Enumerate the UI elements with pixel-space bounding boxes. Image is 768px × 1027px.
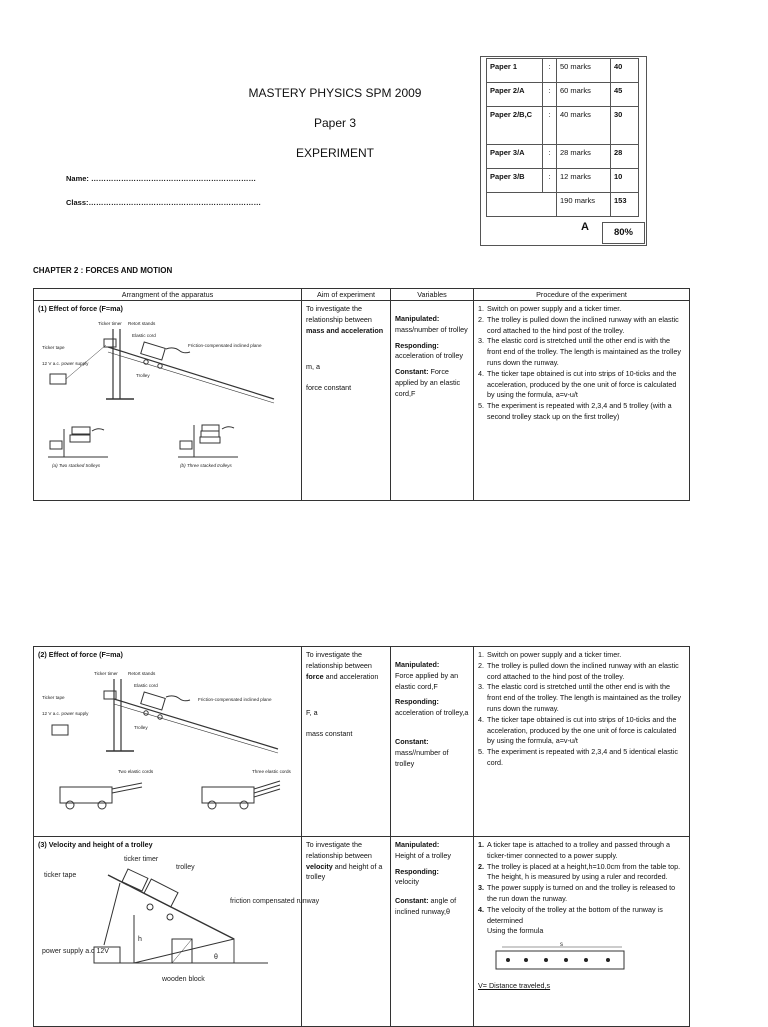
- label-height: h: [138, 935, 142, 943]
- aim-text: To investigate the relationship between: [306, 650, 372, 670]
- aim-cell: [302, 647, 391, 837]
- marks-score: 45: [611, 83, 639, 107]
- label-elastic-cord: Elastic cord: [134, 682, 158, 688]
- document-title: MASTERY PHYSICS SPM 2009: [248, 86, 422, 100]
- experiment-table-2: [33, 646, 690, 1027]
- procedure-step: 4. The ticker tape obtained is cut into strips of 10-ticks and the acceleration, produced by the one unit of force is calculated by using the formula, a=v-u/t: [478, 368, 677, 400]
- responding-value: acceleration of trolley,a: [395, 708, 469, 718]
- responding-label: Responding:: [395, 697, 439, 707]
- header-apparatus: Arrangment of the apparatus: [34, 289, 302, 301]
- aim-text: To investigate the relationship between: [306, 840, 372, 860]
- marks-sep: :: [543, 145, 557, 169]
- experiment-title: (1) Effect of force (F=ma): [38, 304, 123, 313]
- paper-title: Paper 3: [313, 116, 357, 130]
- header-procedure: Procedure of the experiment: [474, 289, 690, 301]
- aim-cell: [302, 301, 391, 501]
- procedure-step: 4. The velocity of the trolley at the bottom of the runway is determined: [478, 904, 663, 925]
- marks-blank: [543, 193, 557, 217]
- marks-table: [486, 58, 639, 217]
- aim-post: and height of a trolley: [306, 861, 383, 882]
- label-two-cords: Two elastic cords: [118, 768, 154, 774]
- marks-paper: Paper 3/A: [487, 145, 543, 169]
- aim-post: and acceleration: [323, 671, 379, 681]
- grade: A: [581, 221, 589, 233]
- constant-label: Constant:: [395, 367, 429, 377]
- table-row: [34, 647, 690, 837]
- marks-paper: Paper 3/B: [487, 169, 543, 193]
- apparatus-diagram-1: [38, 319, 296, 489]
- procedure-step: 3. The power supply is turned on and the trolley is released to the run down the runway.: [478, 883, 676, 903]
- marks-row: [487, 145, 639, 169]
- constant-label: Constant:: [395, 736, 429, 746]
- label-trolley: trolley: [176, 863, 195, 871]
- label-ticker-tape: Ticker tape: [42, 344, 65, 350]
- procedure-list: [478, 650, 685, 769]
- responding-value: acceleration of trolley: [395, 351, 463, 361]
- procedure-cell: [474, 647, 690, 837]
- constant-value: angle of inclined runway,θ: [395, 896, 457, 916]
- marks-score: 30: [611, 107, 639, 145]
- label-distance-s: s: [560, 942, 563, 949]
- aim-symbols: F, a: [306, 708, 318, 718]
- procedure-cell: [474, 301, 690, 501]
- label-ticker-tape: Ticker tape: [42, 694, 65, 700]
- aim-bold: force: [306, 671, 324, 681]
- apparatus-cell: [34, 837, 320, 1027]
- label-power-supply: 12 V a.c. power supply: [42, 710, 89, 716]
- manipulated-value: mass/number of trolley: [395, 324, 468, 334]
- marks-sep: :: [543, 169, 557, 193]
- responding-label: Responding:: [395, 866, 439, 876]
- percentage-box: 80%: [602, 222, 645, 244]
- table-row: [34, 301, 690, 501]
- label-two-stacked: (a) Two stacked trolleys: [52, 462, 101, 468]
- marks-max: 12 marks: [557, 169, 611, 193]
- label-theta: θ: [214, 953, 218, 961]
- procedure-step: 2. The trolley is pulled down the inclined runway with an elastic cord attached to the hind post of the trolley.: [478, 660, 679, 681]
- ticker-tape-diagram: [492, 941, 632, 975]
- aim-text: To investigate the relationship between: [306, 304, 372, 324]
- marks-max: 28 marks: [557, 145, 611, 169]
- manipulated-label: Manipulated:: [395, 660, 440, 669]
- procedure-step: 3. The elastic cord is stretched until the other end is with the front end of the trolley. The length is maintained as the trolley runs down the runway.: [478, 336, 681, 367]
- procedure-step: 2. The trolley is pulled down the inclined runway with an elastic cord attached to the hind post of the trolley.: [478, 314, 679, 335]
- marks-score: 28: [611, 145, 639, 169]
- manipulated-label: Manipulated:: [395, 840, 440, 849]
- aim-bold: velocity: [306, 861, 333, 871]
- marks-paper: Paper 2/A: [487, 83, 543, 107]
- marks-row: [487, 83, 639, 107]
- header-aim: Aim of experiment: [302, 289, 391, 301]
- marks-max: 50 marks: [557, 59, 611, 83]
- procedure-step: 4. The ticker tape obtained is cut into strips of 10-ticks and the acceleration, produced by the one unit of force is calculated by using the formula, a=v-u/t: [478, 714, 677, 746]
- label-friction-plane: Friction-compensated inclined plane: [198, 696, 272, 702]
- manipulated-value: Force applied by an elastic cord,F: [395, 670, 459, 691]
- marks-sep: :: [543, 83, 557, 107]
- aim-bold: mass and acceleration: [306, 325, 384, 335]
- table-row: [34, 837, 690, 1027]
- aim-symbols: m, a: [306, 362, 320, 372]
- table-header-row: [34, 289, 690, 301]
- class-field: Class:……………………………………………………………: [66, 198, 262, 207]
- marks-row: [487, 59, 639, 83]
- marks-score: 10: [611, 169, 639, 193]
- marks-paper: Paper 1: [487, 59, 543, 83]
- marks-max: 60 marks: [557, 83, 611, 107]
- label-retort-stands: Retort stands: [128, 320, 156, 326]
- responding-label: Responding:: [395, 340, 439, 350]
- manipulated-value: Height of a trolley: [395, 850, 451, 860]
- marks-score: 40: [611, 59, 639, 83]
- chapter-heading: CHAPTER 2 : FORCES AND MOTION: [33, 266, 173, 275]
- marks-row: [487, 107, 639, 145]
- label-friction-plane: Friction-compensated inclined plane: [188, 342, 262, 348]
- marks-total: 190 marks: [557, 193, 611, 217]
- label-wooden-block: wooden block: [162, 975, 205, 983]
- apparatus-cell: [34, 647, 302, 837]
- constant-label: Constant:: [395, 896, 429, 906]
- manipulated-label: Manipulated:: [395, 314, 440, 323]
- formula-velocity: V= Distance traveled,s: [478, 981, 551, 991]
- constant-value: Force applied by an elastic cord,F: [395, 367, 461, 398]
- formula-text: [478, 981, 685, 992]
- marks-total-row: [487, 193, 639, 217]
- apparatus-diagram-2: [38, 665, 296, 825]
- label-trolley: Trolley: [134, 724, 148, 730]
- variables-cell: [391, 837, 474, 1027]
- procedure-step: 1. Switch on power supply and a ticker timer.: [478, 304, 622, 313]
- section-title: EXPERIMENT: [295, 146, 374, 160]
- procedure-step: 5. The experiment is repeated with 2,3,4 and 5 trolley (with a second trolley stack up on the first trolley): [478, 401, 672, 421]
- procedure-step: 3. The elastic cord is stretched until the other end is with the front end of the trolley. The length is maintained as the trolley runs down the runway.: [478, 682, 681, 713]
- marks-sep: :: [543, 59, 557, 83]
- experiment-table-1: [33, 288, 690, 501]
- label-ticker-timer: ticker timer: [124, 855, 159, 863]
- label-retort-stands: Retort stands: [128, 670, 156, 676]
- responding-value: velocity: [395, 877, 419, 887]
- experiment-title: (2) Effect of force (F=ma): [38, 650, 123, 659]
- apparatus-cell: [34, 301, 302, 501]
- name-field: Name: …………………………………………………………: [66, 174, 257, 183]
- procedure-cell: [474, 837, 690, 1027]
- label-trolley: Trolley: [136, 372, 150, 378]
- marks-max: 40 marks: [557, 107, 611, 145]
- marks-blank: [487, 193, 543, 217]
- marks-sep: :: [543, 107, 557, 145]
- procedure-step: 5. The experiment is repeated with 2,3,4 and 5 identical elastic cord.: [478, 747, 678, 767]
- label-elastic-cord: Elastic cord: [132, 332, 156, 338]
- label-ticker-timer: Ticker timer: [94, 670, 118, 676]
- label-three-cords: Three elastic cords: [252, 768, 291, 774]
- header-variables: Variables: [391, 289, 474, 301]
- aim-constant: mass constant: [306, 729, 353, 739]
- label-power-supply: power supply a.c 12V: [42, 947, 109, 955]
- aim-constant: force constant: [306, 383, 352, 393]
- variables-cell: [391, 647, 474, 837]
- marks-total-score: 153: [611, 193, 639, 217]
- marks-paper: Paper 2/B,C: [487, 107, 543, 145]
- procedure-step: 2. The trolley is placed at a height,h=10.0cm from the table top. The height, h is measured by using a ruler and recorded.: [478, 861, 681, 882]
- constant-value: mass//number of trolley: [395, 747, 449, 768]
- label-friction-runway: friction compensated runway: [230, 897, 320, 905]
- marks-row: [487, 169, 639, 193]
- procedure-step: 1. A ticker tape is attached to a trolley and passed through a ticker-timer connected to a power supply.: [478, 840, 670, 860]
- procedure-list: [478, 840, 685, 926]
- aim-cell: [302, 837, 391, 1027]
- variables-cell: [391, 301, 474, 501]
- label-power-supply: 12 V a.c. power supply: [42, 360, 89, 366]
- procedure-step: 1. Switch on power supply and a ticker timer.: [478, 650, 622, 659]
- label-ticker-tape: ticker tape: [44, 871, 77, 879]
- procedure-list: [478, 304, 685, 423]
- experiment-title: (3) Velocity and height of a trolley: [38, 840, 153, 849]
- formula-intro: Using the formula: [487, 926, 544, 936]
- label-three-stacked: (b) Three stacked trolleys: [180, 462, 232, 468]
- label-ticker-timer: Ticker timer: [98, 320, 122, 326]
